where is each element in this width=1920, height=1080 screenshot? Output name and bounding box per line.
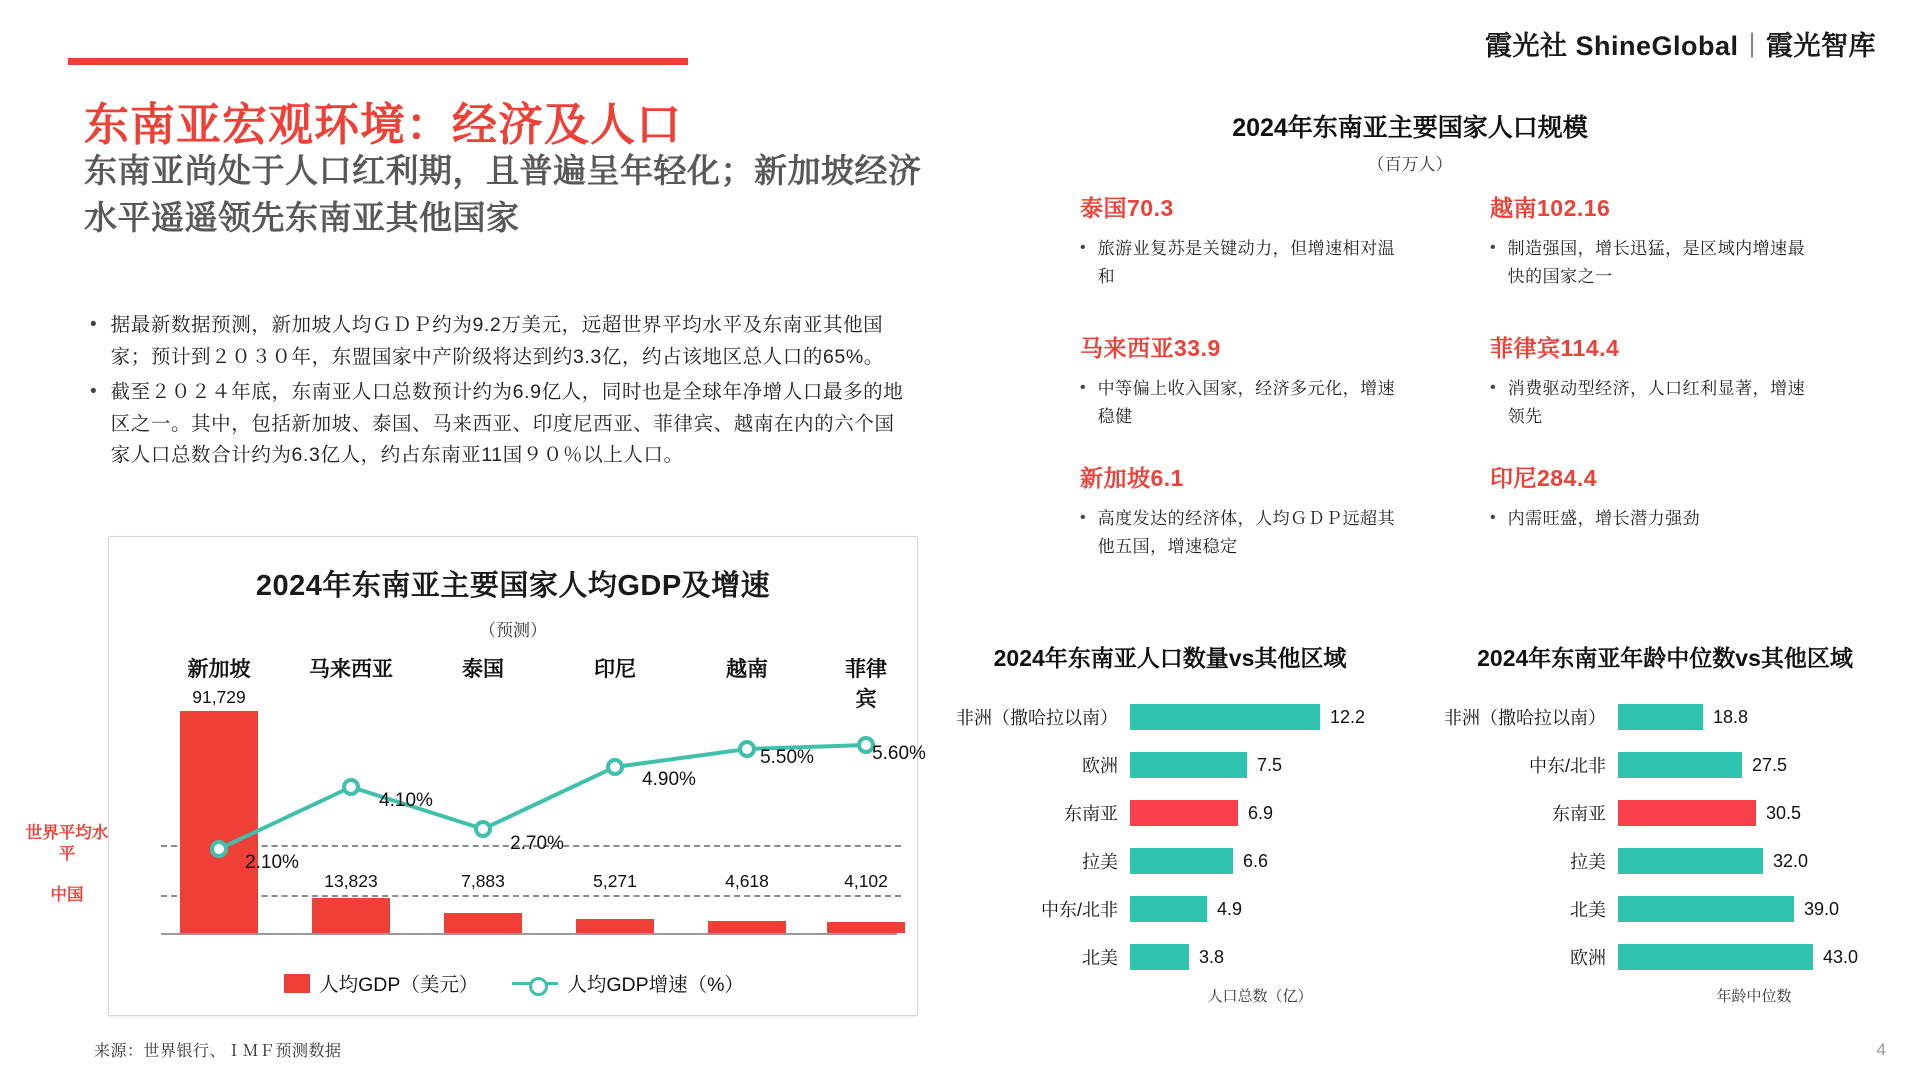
gdp-growth-label: 4.90% xyxy=(642,769,696,790)
population-desc: 中等偏上收入国家，经济多元化，增速稳健 xyxy=(1097,379,1396,426)
reference-label-china: 中国 xyxy=(50,886,84,904)
bar-value: 12.2 xyxy=(1330,706,1366,727)
bar xyxy=(1618,896,1794,922)
gdp-growth-label: 2.10% xyxy=(245,852,299,873)
bar-track xyxy=(1130,745,1390,785)
bar-track xyxy=(1618,889,1890,929)
title-rule xyxy=(68,58,688,65)
gdp-category-label: 菲律宾 xyxy=(845,658,887,711)
population-panel-unit: （百万人） xyxy=(1367,155,1453,174)
population-item-thailand xyxy=(1080,190,1410,290)
category-label: 北美 xyxy=(1570,900,1606,920)
list-item xyxy=(84,310,914,373)
bar-track xyxy=(1618,793,1890,833)
bar-value: 27.5 xyxy=(1752,754,1788,775)
bullet-dot-icon: • xyxy=(1490,379,1496,396)
bar-track xyxy=(1618,937,1890,977)
table-row xyxy=(950,697,1390,737)
gdp-growth-line xyxy=(109,647,919,977)
category-label: 拉美 xyxy=(1570,852,1606,872)
population-desc-row xyxy=(1490,235,1820,290)
gdp-category-label: 马来西亚 xyxy=(309,658,393,681)
country-name: 马来西亚 xyxy=(1080,335,1174,361)
bar-track xyxy=(1618,745,1890,785)
bullet-text: 截至２０２４年底，东南亚人口总数预计约为6.9亿人，同时也是全球年净增人口最多的地区之一。其中，包括新加坡、泰国、马来西亚、印度尼西亚、菲律宾、越南在内的六个国家人口总数合计约为6.3亿人，约占东南亚11国９０％以上人口。 xyxy=(110,381,904,467)
country-value: 6.1 xyxy=(1150,465,1184,491)
brand-name-en: 霞光社 ShineGlobal xyxy=(1484,31,1739,61)
bullet-dot-icon: • xyxy=(1490,509,1496,526)
brand-logo xyxy=(1485,24,1876,63)
legend-line-swatch-icon xyxy=(512,976,558,990)
gdp-chart-legend xyxy=(109,969,919,997)
category-label: 东南亚 xyxy=(1064,804,1118,824)
category-label: 非洲（撒哈拉以南） xyxy=(1444,708,1606,728)
population-desc: 内需旺盛，增长潜力强劲 xyxy=(1507,509,1701,528)
table-row xyxy=(1440,793,1890,833)
bar xyxy=(1130,848,1233,874)
population-item-philippines xyxy=(1490,330,1820,430)
country-value: 102.16 xyxy=(1537,195,1611,221)
population-country-value xyxy=(1080,330,1410,363)
gdp-bar-value: 7,883 xyxy=(461,871,505,891)
table-row xyxy=(950,937,1390,977)
bar xyxy=(1130,752,1247,778)
gdp-bar-value: 4,618 xyxy=(725,871,769,891)
bar-value: 43.0 xyxy=(1823,946,1859,967)
legend-item-bar xyxy=(284,969,478,997)
table-row xyxy=(1440,697,1890,737)
page-title: 东南亚宏观环境：经济及人口 xyxy=(84,99,683,150)
x-axis-label: 人口总数（亿） xyxy=(1207,988,1313,1005)
legend-label: 人均GDP（美元） xyxy=(319,974,479,996)
bar-value: 6.6 xyxy=(1243,850,1269,871)
country-name: 越南 xyxy=(1490,195,1537,221)
bar-track xyxy=(1130,937,1390,977)
chart-title: 2024年东南亚年龄中位数vs其他区域 xyxy=(1477,645,1853,671)
bar-value: 30.5 xyxy=(1766,802,1802,823)
population-item-malaysia xyxy=(1080,330,1410,430)
legend-label: 人均GDP增速（%） xyxy=(567,974,744,996)
population-desc: 制造强国，增长迅猛，是区域内增速最快的国家之一 xyxy=(1507,239,1806,286)
bar-value: 32.0 xyxy=(1773,850,1809,871)
median-age-region-chart xyxy=(1440,640,1890,1006)
population-panel-title: 2024年东南亚主要国家人口规模 xyxy=(1232,114,1588,142)
gdp-bar-value: 91,729 xyxy=(192,687,246,707)
category-label: 中东/北非 xyxy=(1528,756,1606,776)
category-label: 中东/北非 xyxy=(1040,900,1118,920)
population-desc-row xyxy=(1080,235,1410,290)
population-country-value xyxy=(1080,460,1410,493)
bar-value: 3.8 xyxy=(1199,946,1225,967)
population-region-chart xyxy=(950,640,1390,1006)
table-row xyxy=(950,793,1390,833)
bullet-dot-icon: • xyxy=(1490,239,1496,256)
bar-value: 39.0 xyxy=(1804,898,1840,919)
population-country-value xyxy=(1490,190,1820,223)
table-row xyxy=(950,745,1390,785)
population-item-singapore xyxy=(1080,460,1410,560)
bar xyxy=(1618,944,1813,970)
gdp-bar-value: 13,823 xyxy=(324,871,378,891)
table-row xyxy=(1440,937,1890,977)
bar-track xyxy=(1618,841,1890,881)
brand-separator: | xyxy=(1748,28,1756,58)
chart-rows xyxy=(950,697,1390,977)
population-country-value xyxy=(1490,330,1820,363)
population-desc: 消费驱动型经济，人口红利显著，增速领先 xyxy=(1507,379,1806,426)
country-value: 70.3 xyxy=(1127,195,1174,221)
gdp-growth-label: 5.60% xyxy=(872,743,926,764)
x-axis-label: 年龄中位数 xyxy=(1716,988,1792,1005)
page-number: 4 xyxy=(1876,1040,1886,1059)
category-label: 欧洲 xyxy=(1570,948,1606,968)
gdp-bar-value: 5,271 xyxy=(593,871,637,891)
bar xyxy=(1130,944,1189,970)
bar-value: 6.9 xyxy=(1248,802,1274,823)
gdp-plot-area xyxy=(25,647,926,977)
category-label: 北美 xyxy=(1082,948,1118,968)
chart-title: 2024年东南亚人口数量vs其他区域 xyxy=(993,645,1347,671)
legend-item-line xyxy=(512,969,744,997)
bar xyxy=(1130,896,1207,922)
table-row xyxy=(950,841,1390,881)
country-name: 泰国 xyxy=(1080,195,1127,221)
gdp-growth-label: 5.50% xyxy=(760,747,814,768)
category-label: 欧洲 xyxy=(1082,756,1118,776)
chart-rows xyxy=(1440,697,1890,977)
country-name: 印尼 xyxy=(1490,465,1537,491)
gdp-bar-value: 4,102 xyxy=(844,871,888,891)
country-value: 114.4 xyxy=(1560,335,1620,361)
population-desc-row xyxy=(1080,375,1410,430)
bar-track xyxy=(1130,793,1390,833)
gdp-category-label: 印尼 xyxy=(594,658,636,681)
bullet-dot-icon: • xyxy=(1080,379,1086,396)
country-name: 菲律宾 xyxy=(1490,335,1561,361)
category-label: 拉美 xyxy=(1082,852,1118,872)
population-item-vietnam xyxy=(1490,190,1820,290)
gdp-chart-card xyxy=(25,536,926,1016)
bar-value: 7.5 xyxy=(1257,754,1283,775)
bar xyxy=(1618,848,1763,874)
legend-bar-swatch-icon xyxy=(284,974,310,993)
bullet-dot-icon: • xyxy=(1080,239,1086,256)
population-desc-row xyxy=(1490,375,1820,430)
population-country-value xyxy=(1080,190,1410,223)
gdp-category-label: 新加坡 xyxy=(187,658,251,681)
bar-highlighted xyxy=(1618,800,1756,826)
bar-track xyxy=(1130,841,1390,881)
gdp-chart-subtitle: （预测） xyxy=(479,621,547,640)
table-row xyxy=(1440,889,1890,929)
bar xyxy=(1618,704,1703,730)
population-country-value xyxy=(1490,460,1820,493)
population-desc: 旅游业复苏是关键动力，但增速相对温和 xyxy=(1097,239,1396,286)
country-name: 新加坡 xyxy=(1080,465,1151,491)
bullet-dot-icon: • xyxy=(90,381,97,403)
population-desc-row xyxy=(1080,505,1410,560)
gdp-growth-label: 4.10% xyxy=(379,790,433,811)
bullet-text: 据最新数据预测，新加坡人均ＧＤＰ约为9.2万美元，远超世界平均水平及东南亚其他国家；预计到２０３０年，东盟国家中产阶级将达到约3.3亿，约占该地区总人口的65%。 xyxy=(110,314,884,368)
category-label: 非洲（撒哈拉以南） xyxy=(956,708,1118,728)
table-row xyxy=(1440,841,1890,881)
bar-highlighted xyxy=(1130,800,1238,826)
table-row xyxy=(950,889,1390,929)
gdp-category-label: 越南 xyxy=(726,658,768,681)
country-value: 33.9 xyxy=(1174,335,1221,361)
source-note: 来源：世界银行、ＩＭＦ预测数据 xyxy=(94,1043,342,1060)
population-desc-row xyxy=(1490,505,1820,533)
population-item-indonesia xyxy=(1490,460,1820,533)
page-subtitle: 东南亚尚处于人口红利期，且普遍呈年轻化；新加坡经济水平遥遥领先东南亚其他国家 xyxy=(84,152,922,236)
bar-track xyxy=(1130,889,1390,929)
country-value: 284.4 xyxy=(1537,465,1598,491)
bar-track xyxy=(1618,697,1890,737)
gdp-category-label: 泰国 xyxy=(462,658,504,681)
bar xyxy=(1618,752,1742,778)
list-item xyxy=(84,377,914,472)
reference-label-world-average: 世界平均水平 xyxy=(25,824,109,863)
brand-name-cn: 霞光智库 xyxy=(1766,31,1876,61)
bar-track xyxy=(1130,697,1390,737)
bullet-list xyxy=(84,310,914,476)
population-desc: 高度发达的经济体，人均ＧＤＰ远超其他五国，增速稳定 xyxy=(1097,509,1396,556)
bullet-dot-icon: • xyxy=(1080,509,1086,526)
gdp-growth-label: 2.70% xyxy=(510,833,564,854)
table-row xyxy=(1440,745,1890,785)
bar xyxy=(1130,704,1320,730)
gdp-chart-title: 2024年东南亚主要国家人均GDP及增速 xyxy=(255,570,771,602)
category-label: 东南亚 xyxy=(1552,804,1606,824)
bullet-dot-icon: • xyxy=(90,314,97,335)
bar-value: 4.9 xyxy=(1217,898,1243,919)
bar-value: 18.8 xyxy=(1713,706,1749,727)
